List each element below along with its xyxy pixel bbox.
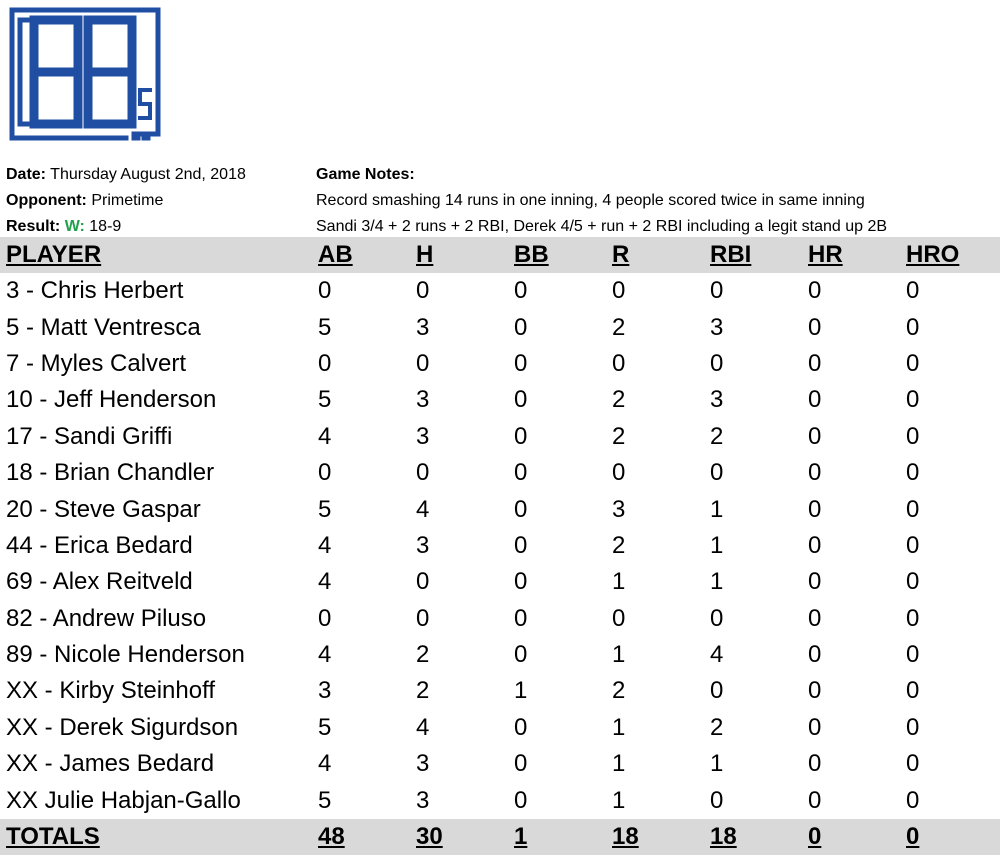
cell-hro: 0 xyxy=(906,313,920,341)
table-row xyxy=(0,637,1000,673)
opponent-label: Opponent: xyxy=(6,192,87,209)
table-row xyxy=(0,528,1000,564)
date-value: Thursday August 2nd, 2018 xyxy=(50,166,246,183)
cell-r: 1 xyxy=(612,713,626,741)
cell-ab: 5 xyxy=(318,386,332,414)
cell-h: 4 xyxy=(416,495,430,523)
totals-h: 30 xyxy=(416,823,443,851)
cell-player: 82 - Andrew Piluso xyxy=(6,604,207,632)
cell-player: 3 - Chris Herbert xyxy=(6,277,184,305)
table-row xyxy=(0,564,1000,600)
cell-rbi: 0 xyxy=(710,677,724,705)
table-row xyxy=(0,673,1000,709)
table-row xyxy=(0,455,1000,491)
cell-h: 3 xyxy=(416,531,430,559)
totals-bb: 1 xyxy=(514,823,528,851)
cell-h: 3 xyxy=(416,313,430,341)
cell-r: 0 xyxy=(612,604,626,632)
notes-line: Record smashing 14 runs in one inning, 4 people scored twice in same inning xyxy=(316,192,865,209)
cell-hro: 0 xyxy=(906,531,920,559)
cell-h: 3 xyxy=(416,750,430,778)
table-row xyxy=(0,273,1000,309)
cell-hr: 0 xyxy=(808,531,822,559)
table-row xyxy=(0,309,1000,345)
cell-ab: 4 xyxy=(318,531,332,559)
cell-bb: 0 xyxy=(514,604,528,632)
cell-rbi: 3 xyxy=(710,313,724,341)
cell-r: 2 xyxy=(612,422,626,450)
cell-hro: 0 xyxy=(906,677,920,705)
cell-bb: 0 xyxy=(514,568,528,596)
cell-hr: 0 xyxy=(808,349,822,377)
table-row xyxy=(0,601,1000,637)
cell-bb: 0 xyxy=(514,313,528,341)
cell-hro: 0 xyxy=(906,641,920,669)
cell-bb: 0 xyxy=(514,386,528,414)
cell-rbi: 0 xyxy=(710,349,724,377)
totals-hro: 0 xyxy=(906,823,920,851)
cell-hr: 0 xyxy=(808,713,822,741)
cell-h: 0 xyxy=(416,349,430,377)
cell-r: 0 xyxy=(612,277,626,305)
cell-rbi: 2 xyxy=(710,422,724,450)
cell-rbi: 3 xyxy=(710,386,724,414)
cell-ab: 3 xyxy=(318,677,332,705)
game-info xyxy=(6,162,246,240)
header-h: H xyxy=(416,241,434,268)
header-bb: BB xyxy=(514,241,549,268)
cell-hro: 0 xyxy=(906,349,920,377)
cell-bb: 0 xyxy=(514,459,528,487)
header-hro: HRO xyxy=(906,241,960,268)
cell-bb: 0 xyxy=(514,531,528,559)
cell-hr: 0 xyxy=(808,568,822,596)
cell-r: 1 xyxy=(612,750,626,778)
cell-rbi: 0 xyxy=(710,459,724,487)
cell-hr: 0 xyxy=(808,386,822,414)
cell-hr: 0 xyxy=(808,459,822,487)
cell-rbi: 4 xyxy=(710,641,724,669)
table-body xyxy=(0,273,1000,819)
game-notes xyxy=(316,162,887,240)
cell-hro: 0 xyxy=(906,277,920,305)
cell-hro: 0 xyxy=(906,713,920,741)
cell-hr: 0 xyxy=(808,422,822,450)
cell-rbi: 0 xyxy=(710,604,724,632)
stats-table xyxy=(0,237,1000,855)
cell-h: 2 xyxy=(416,641,430,669)
cell-hr: 0 xyxy=(808,750,822,778)
header-hr: HR xyxy=(808,241,843,268)
table-row xyxy=(0,382,1000,418)
cell-hro: 0 xyxy=(906,459,920,487)
cell-ab: 0 xyxy=(318,349,332,377)
totals-row xyxy=(0,819,1000,855)
cell-rbi: 0 xyxy=(710,277,724,305)
table-row xyxy=(0,346,1000,382)
cell-ab: 5 xyxy=(318,713,332,741)
cell-player: 44 - Erica Bedard xyxy=(6,531,193,559)
result-label: Result: xyxy=(6,218,61,235)
cell-r: 2 xyxy=(612,313,626,341)
cell-player: 10 - Jeff Henderson xyxy=(6,386,217,414)
cell-rbi: 1 xyxy=(710,531,724,559)
cell-ab: 4 xyxy=(318,568,332,596)
cell-hr: 0 xyxy=(808,604,822,632)
cell-player: XX - Derek Sigurdson xyxy=(6,713,239,741)
header-rbi: RBI xyxy=(710,241,752,268)
notes-title: Game Notes: xyxy=(316,166,415,183)
cell-hro: 0 xyxy=(906,568,920,596)
cell-r: 2 xyxy=(612,531,626,559)
cell-h: 0 xyxy=(416,568,430,596)
cell-hr: 0 xyxy=(808,277,822,305)
cell-h: 3 xyxy=(416,422,430,450)
cell-h: 3 xyxy=(416,386,430,414)
cell-hro: 0 xyxy=(906,786,920,814)
cell-bb: 0 xyxy=(514,422,528,450)
cell-player: 18 - Brian Chandler xyxy=(6,459,215,487)
cell-r: 2 xyxy=(612,386,626,414)
result-score: 18-9 xyxy=(89,218,122,235)
header-player: PLAYER xyxy=(6,241,102,268)
table-row xyxy=(0,710,1000,746)
cell-hr: 0 xyxy=(808,677,822,705)
cell-h: 4 xyxy=(416,713,430,741)
cell-player: 69 - Alex Reitveld xyxy=(6,568,193,596)
cell-hr: 0 xyxy=(808,313,822,341)
cell-r: 1 xyxy=(612,786,626,814)
cell-ab: 5 xyxy=(318,313,332,341)
cell-ab: 0 xyxy=(318,604,332,632)
cell-r: 3 xyxy=(612,495,626,523)
table-header-row xyxy=(0,237,1000,273)
cell-h: 2 xyxy=(416,677,430,705)
table-row xyxy=(0,746,1000,782)
table-row xyxy=(0,419,1000,455)
cell-ab: 0 xyxy=(318,459,332,487)
cell-hro: 0 xyxy=(906,604,920,632)
table-row xyxy=(0,782,1000,818)
cell-bb: 0 xyxy=(514,349,528,377)
totals-r: 18 xyxy=(612,823,639,851)
cell-h: 0 xyxy=(416,277,430,305)
cell-player: 7 - Myles Calvert xyxy=(6,349,187,377)
totals-rbi: 18 xyxy=(710,823,737,851)
date-label: Date: xyxy=(6,166,47,183)
cell-player: 20 - Steve Gaspar xyxy=(6,495,201,523)
totals-ab: 48 xyxy=(318,823,345,851)
88s-logo-icon xyxy=(8,6,164,146)
cell-r: 2 xyxy=(612,677,626,705)
cell-rbi: 1 xyxy=(710,495,724,523)
cell-hr: 0 xyxy=(808,495,822,523)
cell-player: 17 - Sandi Griffi xyxy=(6,422,173,450)
cell-bb: 1 xyxy=(514,677,528,705)
cell-ab: 5 xyxy=(318,495,332,523)
header-ab: AB xyxy=(318,241,353,268)
cell-bb: 0 xyxy=(514,495,528,523)
opponent-value: Primetime xyxy=(91,192,164,209)
cell-h: 3 xyxy=(416,786,430,814)
cell-ab: 4 xyxy=(318,750,332,778)
cell-hro: 0 xyxy=(906,750,920,778)
cell-bb: 0 xyxy=(514,277,528,305)
cell-bb: 0 xyxy=(514,641,528,669)
cell-player: XX - James Bedard xyxy=(6,750,215,778)
totals-hr: 0 xyxy=(808,823,822,851)
notes-line: Sandi 3/4 + 2 runs + 2 RBI, Derek 4/5 + run + 2 RBI including a legit stand up 2B xyxy=(316,218,888,235)
cell-ab: 4 xyxy=(318,641,332,669)
cell-player: XX Julie Habjan-Gallo xyxy=(6,786,241,814)
cell-hro: 0 xyxy=(906,422,920,450)
header-r: R xyxy=(612,241,630,268)
team-logo xyxy=(8,6,164,146)
cell-r: 1 xyxy=(612,568,626,596)
cell-h: 0 xyxy=(416,604,430,632)
cell-bb: 0 xyxy=(514,713,528,741)
cell-h: 0 xyxy=(416,459,430,487)
result-outcome: W: xyxy=(64,218,85,235)
cell-hro: 0 xyxy=(906,386,920,414)
cell-hro: 0 xyxy=(906,495,920,523)
cell-rbi: 1 xyxy=(710,750,724,778)
cell-r: 0 xyxy=(612,459,626,487)
table-row xyxy=(0,491,1000,527)
cell-r: 1 xyxy=(612,641,626,669)
cell-player: 89 - Nicole Henderson xyxy=(6,641,245,669)
cell-player: XX - Kirby Steinhoff xyxy=(6,677,215,705)
cell-ab: 4 xyxy=(318,422,332,450)
cell-ab: 5 xyxy=(318,786,332,814)
cell-rbi: 0 xyxy=(710,786,724,814)
cell-rbi: 1 xyxy=(710,568,724,596)
cell-bb: 0 xyxy=(514,750,528,778)
cell-hr: 0 xyxy=(808,641,822,669)
cell-rbi: 2 xyxy=(710,713,724,741)
totals-label: TOTALS xyxy=(6,823,100,851)
cell-player: 5 - Matt Ventresca xyxy=(6,313,201,341)
cell-ab: 0 xyxy=(318,277,332,305)
cell-hr: 0 xyxy=(808,786,822,814)
cell-r: 0 xyxy=(612,349,626,377)
opponent-row xyxy=(6,188,246,214)
cell-bb: 0 xyxy=(514,786,528,814)
date-row xyxy=(6,162,246,188)
